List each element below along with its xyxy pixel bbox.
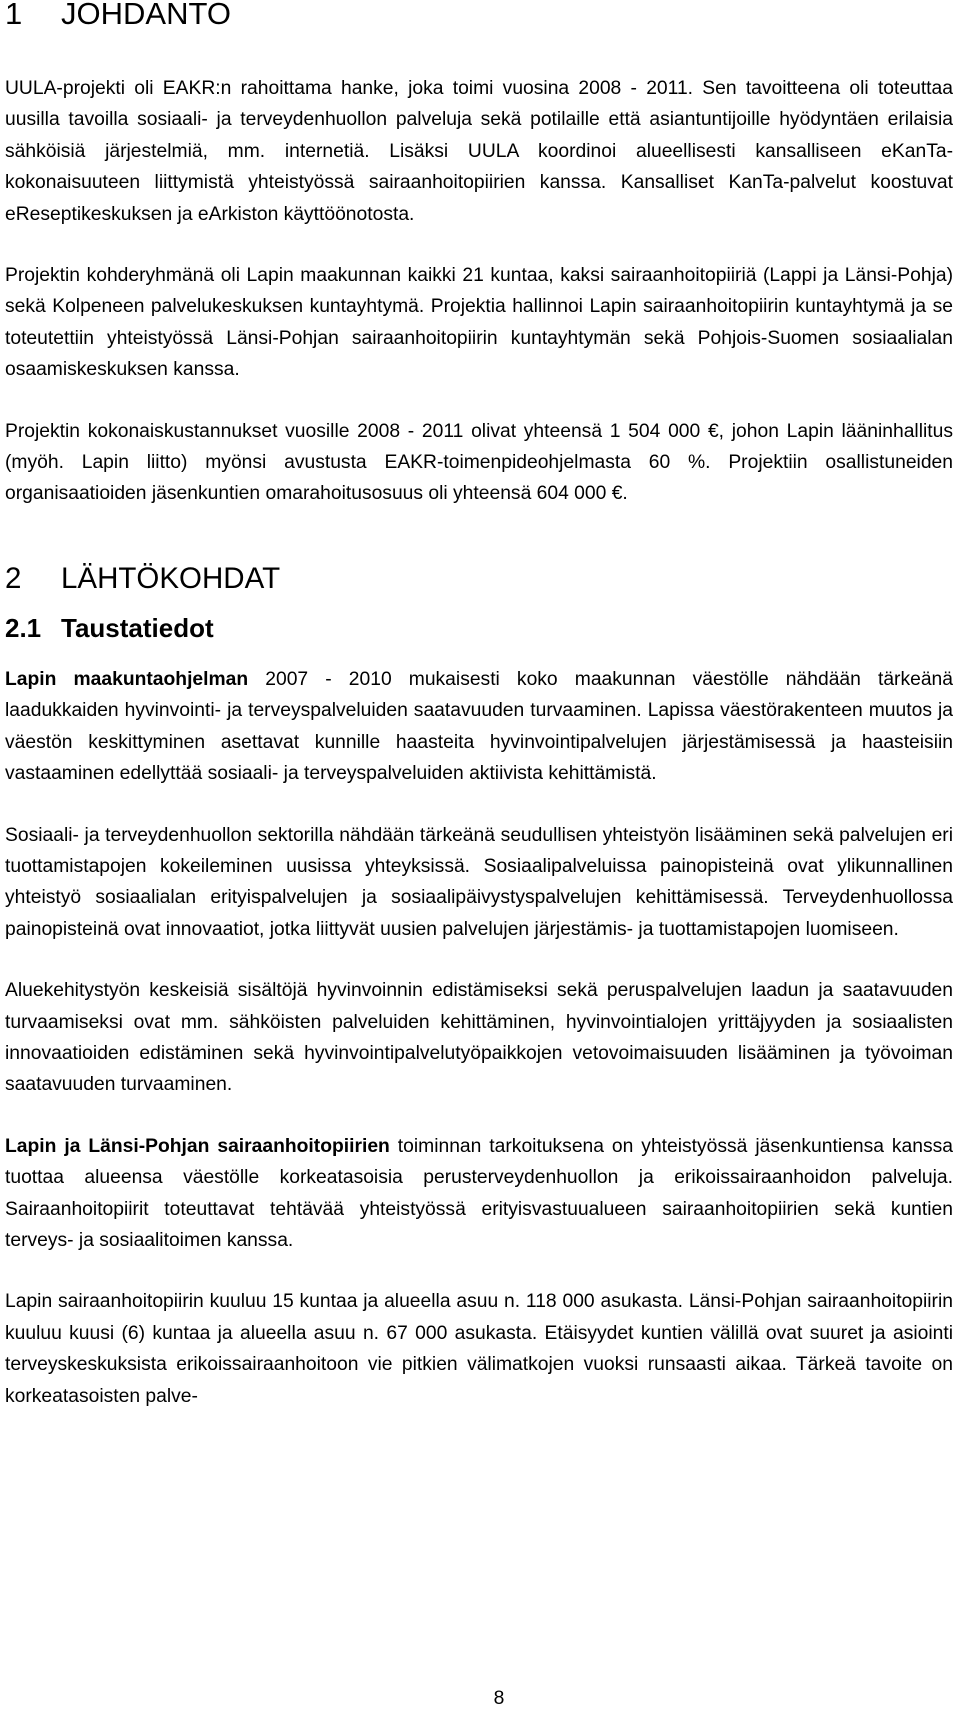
heading-number: 1 (5, 0, 23, 31)
subheading-2-1 (5, 613, 953, 643)
paragraph-text: toiminnan tarkoituksena on yhteistyössä jäsenkuntiensa kanssa tuottaa alueensa väestölle korkeatasoisia perusterveydenhuollon ja erikoissairaanhoidon palveluja. Sairaanhoitopiirit toteuttavat tehtävää yhteistyössä erityisvastuualueen sairaanhoitopiirien sekä kuntien terveys- ja sosiaalitoimen kanssa. (5, 1135, 953, 1251)
paragraph: Projektin kohderyhmänä oli Lapin maakunnan kaikki 21 kuntaa, kaksi sairaanhoitopiiriä (Lappi ja Länsi-Pohja) sekä Kolpeneen palvelukeskuksen kuntayhtymä. Projektia hallinnoi Lapin sairaanhoitopiirin kuntayhtymä ja se toteutettiin yhteistyössä Länsi-Pohjan sairaanhoitopiirin kuntayhtymän sekä Pohjois-Suomen sosiaalialan osaamiskeskuksen kanssa. (5, 265, 953, 381)
heading-2 (5, 561, 953, 597)
paragraph: Aluekehitystyön keskeisiä sisältöjä hyvinvoinnin edistämiseksi sekä peruspalvelujen laadun ja saatavuuden turvaamiseksi ovat mm. sähköisten palveluiden kehittäminen, hyvinvointialojen yrittäjyyden ja sosiaalisten innovaatioiden edistäminen sekä hyvinvointipalvelutyöpaikkojen vetovoimaisuuden lisääminen ja työvoiman saatavuuden turvaaminen. (5, 980, 953, 1096)
heading-title: LÄHTÖKOHDAT (61, 561, 281, 595)
paragraph: Projektin kokonaiskustannukset vuosille 2008 - 2011 olivat yhteensä 1 504 000 €, johon Lapin lääninhallitus (myöh. Lapin liitto) myönsi avustusta EAKR-toimenpideohjelmasta 60 %. Projektiin osallistuneiden organisaatioiden jäsenkuntien omarahoitusosuus oli yhteensä 604 000 €. (5, 420, 953, 505)
bold-lead: Lapin ja Länsi-Pohjan sairaanhoitopiirien (5, 1135, 390, 1157)
heading-1 (5, 0, 953, 32)
paragraph: Lapin sairaanhoitopiirin kuuluu 15 kuntaa ja alueella asuu n. 118 000 asukasta. Länsi-Pohjan sairaanhoitopiirin kuuluu kuusi (6) kuntaa ja alueella asuu n. 67 000 asukasta. Etäisyydet kuntien välillä ovat suuret ja asiointi terveyskeskuksista erikoissairaanhoitoon vie pitkien välimatkojen vuoksi runsaasti aikaa. Tärkeä tavoite on korkeatasoisten palve- (5, 1291, 953, 1407)
heading-number: 2 (5, 561, 22, 595)
subheading-title: Taustatiedot (61, 612, 214, 643)
paragraph: Sosiaali- ja terveydenhuollon sektorilla nähdään tärkeänä seudullisen yhteistyön lisääminen sekä palvelujen eri tuottamistapojen kokeileminen uusissa yhteyksissä. Sosiaalipalveluissa painopisteinä ovat ylikunnallinen yhteistyö sosiaalialan erityispalvelujen ja sosiaalipäivystyspalvelujen kehittämisessä. Terveydenhuollossa painopisteinä ovat innovaatiot, jotka liittyvät uusien palvelujen järjestämis- ja tuottamistapojen luomiseen. (5, 824, 953, 940)
document-page (5, 0, 953, 1412)
page-number (0, 1688, 960, 1710)
heading-title: JOHDANTO (61, 0, 231, 31)
paragraph (5, 1131, 953, 1257)
page-number-text: 8 (493, 1688, 505, 1709)
paragraph-text: 2007 - 2010 mukaisesti koko maakunnan väestölle nähdään tärkeänä laadukkaiden hyvinvointi- ja terveyspalveluiden saatavuuden turvaaminen. Lapissa väestörakenteen muutos ja väestön keskittyminen asettavat kunnille haasteita hyvinvointipalvelujen järjestämisessä ja haasteisiin vastaaminen edellyttää sosiaali- ja terveyspalveluiden aktiivista kehittämistä. (5, 668, 953, 785)
paragraph: UULA-projekti oli EAKR:n rahoittama hanke, joka toimi vuosina 2008 - 2011. Sen tavoitteena oli toteuttaa uusilla tavoilla sosiaali- ja terveydenhuollon palveluja sekä potilaille että asiantuntijoille hyödyntäen erilaisia sähköisiä järjestelmiä, mm. internetiä. Lisäksi UULA koordinoi alueellisesti kansalliseen eKanTa-kokonaisuuteen liittymistä yhteistyössä sairaanhoitopiirien kanssa. Kansalliset KanTa-palvelut koostuvat eReseptikeskuksen ja eArkiston käyttöönotosta. (5, 78, 953, 225)
paragraph (5, 664, 953, 790)
subheading-number: 2.1 (5, 612, 42, 643)
bold-lead: Lapin maakuntaohjelman (5, 668, 249, 690)
